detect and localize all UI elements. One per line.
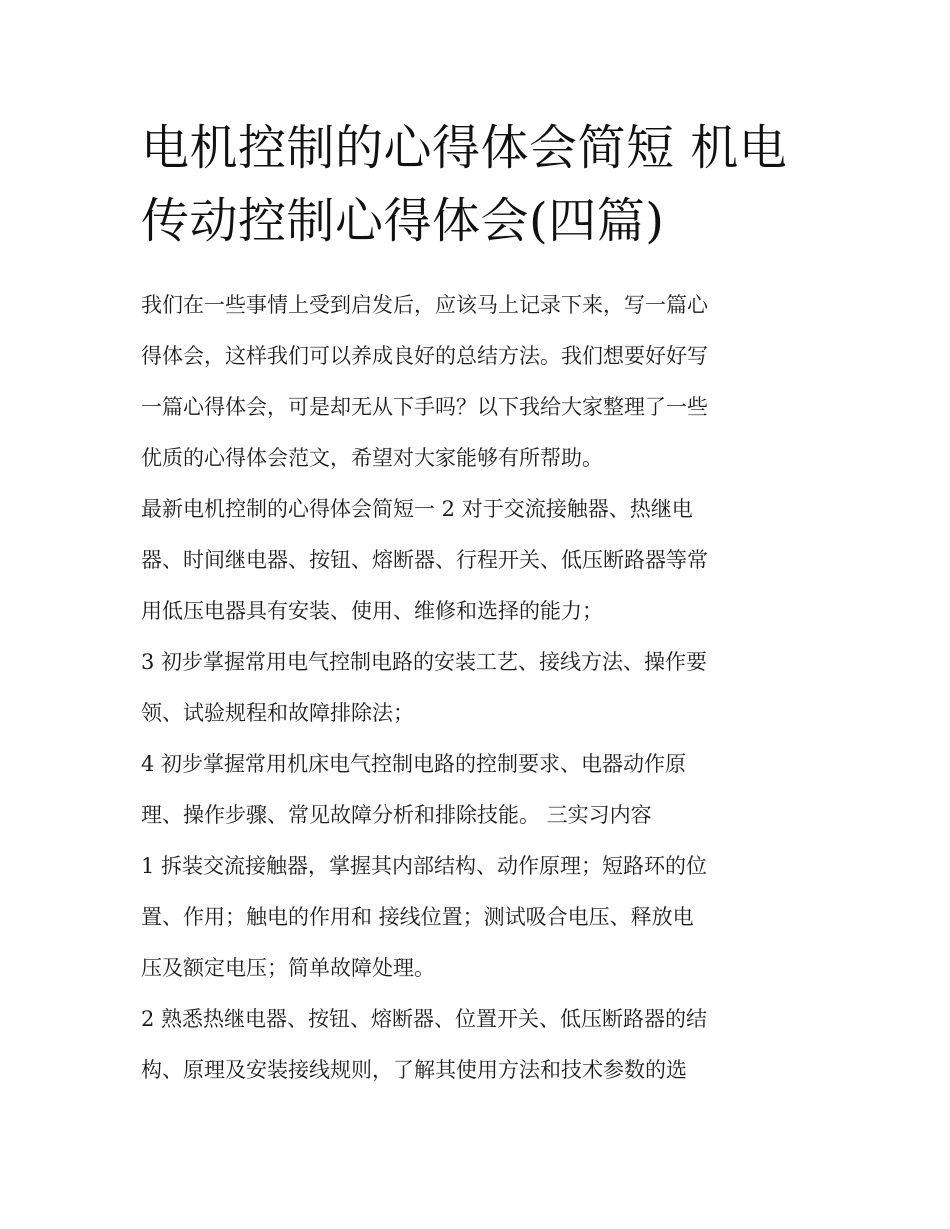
- text-line: 置、作用；触电的作用和 接线位置；测试吸合电压、释放电: [141, 905, 694, 929]
- title-line-1: 电机控制的心得体会简短 机电: [141, 120, 788, 176]
- document-body: [141, 280, 821, 1096]
- text-line: 得体会，这样我们可以养成良好的总结方法。我们想要好好写: [141, 344, 708, 368]
- text-line: 领、试验规程和故障排除法；: [141, 701, 414, 725]
- text-line: 我们在一些事情上受到启发后，应该马上记录下来，写一篇心: [141, 293, 708, 317]
- text-line: 优质的心得体会范文，希望对大家能够有所帮助。: [141, 446, 603, 470]
- paragraph-item-2: [141, 484, 821, 637]
- paragraph-item-4: [141, 739, 821, 841]
- paragraph-intro: [141, 280, 821, 484]
- text-line: 1 拆装交流接触器，掌握其内部结构、动作原理；短路环的位: [141, 854, 708, 878]
- text-line: 3 初步掌握常用电气控制电路的安装工艺、接线方法、操作要: [141, 650, 708, 674]
- title-line-2: 传动控制心得体会(四篇): [141, 193, 665, 249]
- text-line: 一篇心得体会，可是却无从下手吗？以下我给大家整理了一些: [141, 395, 708, 419]
- text-line: 构、原理及安装接线规则，了解其使用方法和技术参数的选: [141, 1058, 687, 1082]
- text-line: 最新电机控制的心得体会简短一 2 对于交流接触器、热继电: [141, 497, 693, 521]
- paragraph-content-1: [141, 841, 821, 994]
- text-line: 理、操作步骤、常见故障分析和排除技能。 三实习内容: [141, 803, 652, 827]
- text-line: 器、时间继电器、按钮、熔断器、行程开关、低压断路器等常: [141, 548, 708, 572]
- page-title: [141, 112, 821, 258]
- text-line: 压及额定电压；简单故障处理。: [141, 956, 435, 980]
- paragraph-content-2: [141, 994, 821, 1096]
- text-line: 2 熟悉热继电器、按钮、熔断器、位置开关、低压断路器的结: [141, 1007, 708, 1031]
- text-line: 4 初步掌握常用机床电气控制电路的控制要求、电器动作原: [141, 752, 687, 776]
- text-line: 用低压电器具有安装、使用、维修和选择的能力；: [141, 599, 603, 623]
- paragraph-item-3: [141, 637, 821, 739]
